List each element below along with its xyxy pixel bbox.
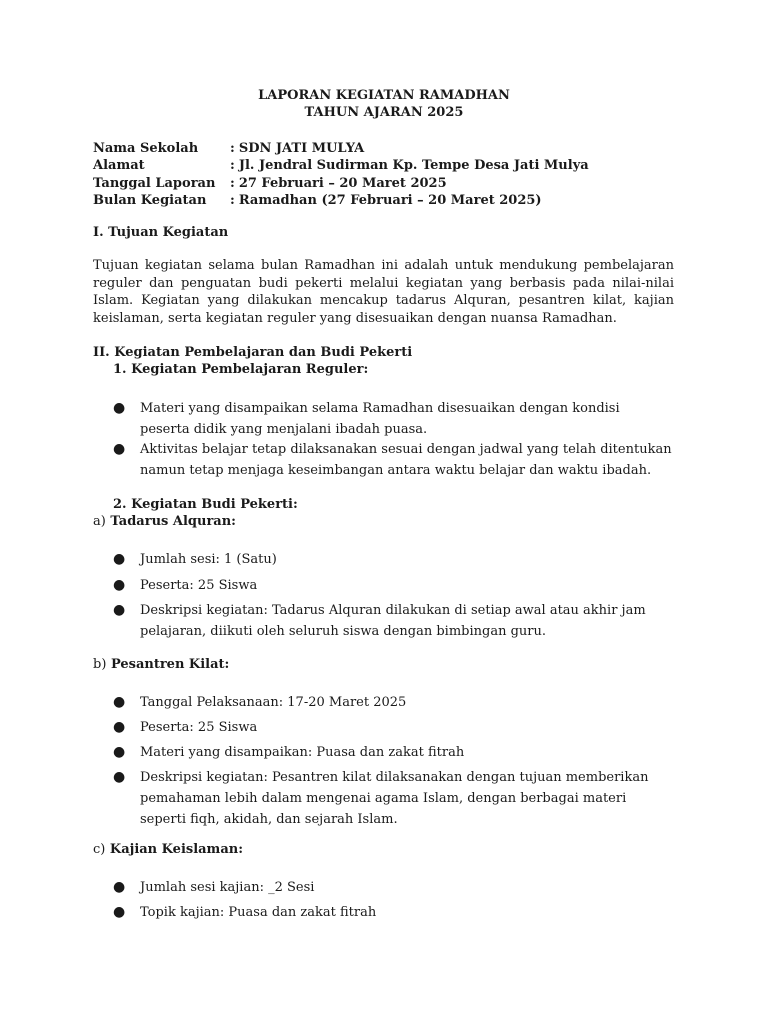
bullet-icon: ● [113, 744, 126, 760]
bullet-icon: ● [113, 400, 126, 416]
bullet-icon: ● [113, 879, 126, 895]
list-item-text: Deskripsi kegiatan: Tadarus Alquran dilakukan di setiap awal atau akhir jam pelajaran, diikuti oleh seluruh siswa dengan bimbingan guru. [140, 603, 646, 639]
bullet-icon: ● [113, 904, 126, 920]
list-item-text: Topik kajian: Puasa dan zakat fitrah [140, 905, 377, 920]
info-label: Tanggal Laporan [93, 175, 216, 191]
subheading-prefix: b) [93, 657, 107, 672]
subheading-title: Pesantren Kilat: [110, 657, 230, 672]
school-info-block [93, 140, 589, 209]
list-item-text: Deskripsi kegiatan: Pesantren kilat dilaksanakan dengan tujuan memberikan pemahaman lebih dalam mengenai agama Islam, dengan berbagai materi seperti fiqh, akidah, dan sejarah Islam. [140, 770, 649, 827]
info-label: Bulan Kegiatan [93, 192, 207, 208]
info-row-school-name [93, 140, 589, 157]
bullet-icon: ● [113, 551, 126, 567]
subheading-tadarus [93, 514, 236, 529]
bullet-icon: ● [113, 441, 126, 457]
list-item-text: Peserta: 25 Siswa [140, 578, 258, 593]
list-item [113, 877, 673, 898]
list-item [113, 767, 673, 830]
subheading-title: Tadarus Alquran: [110, 514, 236, 529]
subheading-prefix: c) [93, 842, 106, 857]
subsection-2-heading: 2. Kegiatan Budi Pekerti: [113, 497, 298, 512]
info-separator: : [230, 141, 235, 156]
document-title: LAPORAN KEGIATAN RAMADHAN [258, 88, 510, 103]
section-1-heading: I. Tujuan Kegiatan [93, 225, 229, 240]
list-item-text: Materi yang disampaikan: Puasa dan zakat fitrah [140, 745, 465, 760]
subsection-1-heading: 1. Kegiatan Pembelajaran Reguler: [113, 362, 369, 377]
bullet-icon: ● [113, 577, 126, 593]
bullet-icon: ● [113, 719, 126, 735]
list-item [113, 717, 673, 738]
list-item-text: Peserta: 25 Siswa [140, 720, 258, 735]
subheading-prefix: a) [93, 514, 106, 529]
list-item-text: Materi yang disampaikan selama Ramadhan disesuaikan dengan kondisi peserta didik yang menjalani ibadah puasa. [140, 401, 620, 437]
list-item [113, 439, 673, 481]
subheading-kajian [93, 842, 243, 857]
list-item [113, 600, 673, 642]
subheading-title: Kajian Keislaman: [109, 842, 243, 857]
list-item [113, 549, 673, 570]
info-row-report-date [93, 175, 589, 192]
section-1-paragraph: Tujuan kegiatan selama bulan Ramadhan ini adalah untuk mendukung pembelajaran reguler dan penguatan budi pekerti melalui kegiatan yang berbasis pada nilai-nilai Islam. Kegiatan yang dilakukan mencakup tadarus Alquran, pesantren kilat, kajian keislaman, serta kegiatan reguler yang disesuaikan dengan nuansa Ramadhan. [93, 258, 674, 326]
info-label: Nama Sekolah [93, 141, 199, 156]
bullet-icon: ● [113, 694, 126, 710]
document-subtitle: TAHUN AJARAN 2025 [304, 105, 464, 120]
list-item [113, 398, 673, 440]
bullet-icon: ● [113, 769, 126, 785]
info-row-address [93, 157, 589, 174]
info-separator: : [230, 175, 235, 191]
info-value: Ramadhan (27 Februari – 20 Maret 2025) [238, 192, 542, 208]
section-2-heading: II. Kegiatan Pembelajaran dan Budi Pekerti [93, 345, 413, 360]
info-value: Jl. Jendral Sudirman Kp. Tempe Desa Jati Mulya [238, 158, 589, 174]
info-value: SDN JATI MULYA [238, 141, 365, 156]
list-item-text: Aktivitas belajar tetap dilaksanakan sesuai dengan jadwal yang telah ditentukan namun tetap menjaga keseimbangan antara waktu belajar dan waktu ibadah. [140, 442, 672, 478]
list-item [113, 742, 673, 763]
bullet-icon: ● [113, 602, 126, 618]
list-item-text: Tanggal Pelaksanaan: 17-20 Maret 2025 [140, 695, 407, 710]
info-row-activity-month [93, 192, 589, 209]
list-item [113, 692, 673, 713]
info-label: Alamat [93, 158, 145, 174]
subheading-pesantren [93, 657, 229, 672]
info-separator: : [230, 192, 235, 208]
list-item [113, 575, 673, 596]
info-separator: : [230, 158, 235, 174]
list-item-text: Jumlah sesi kajian: _2 Sesi [140, 880, 315, 895]
info-value: 27 Februari – 20 Maret 2025 [238, 175, 447, 191]
list-item-text: Jumlah sesi: 1 (Satu) [140, 552, 277, 567]
list-item [113, 902, 673, 923]
